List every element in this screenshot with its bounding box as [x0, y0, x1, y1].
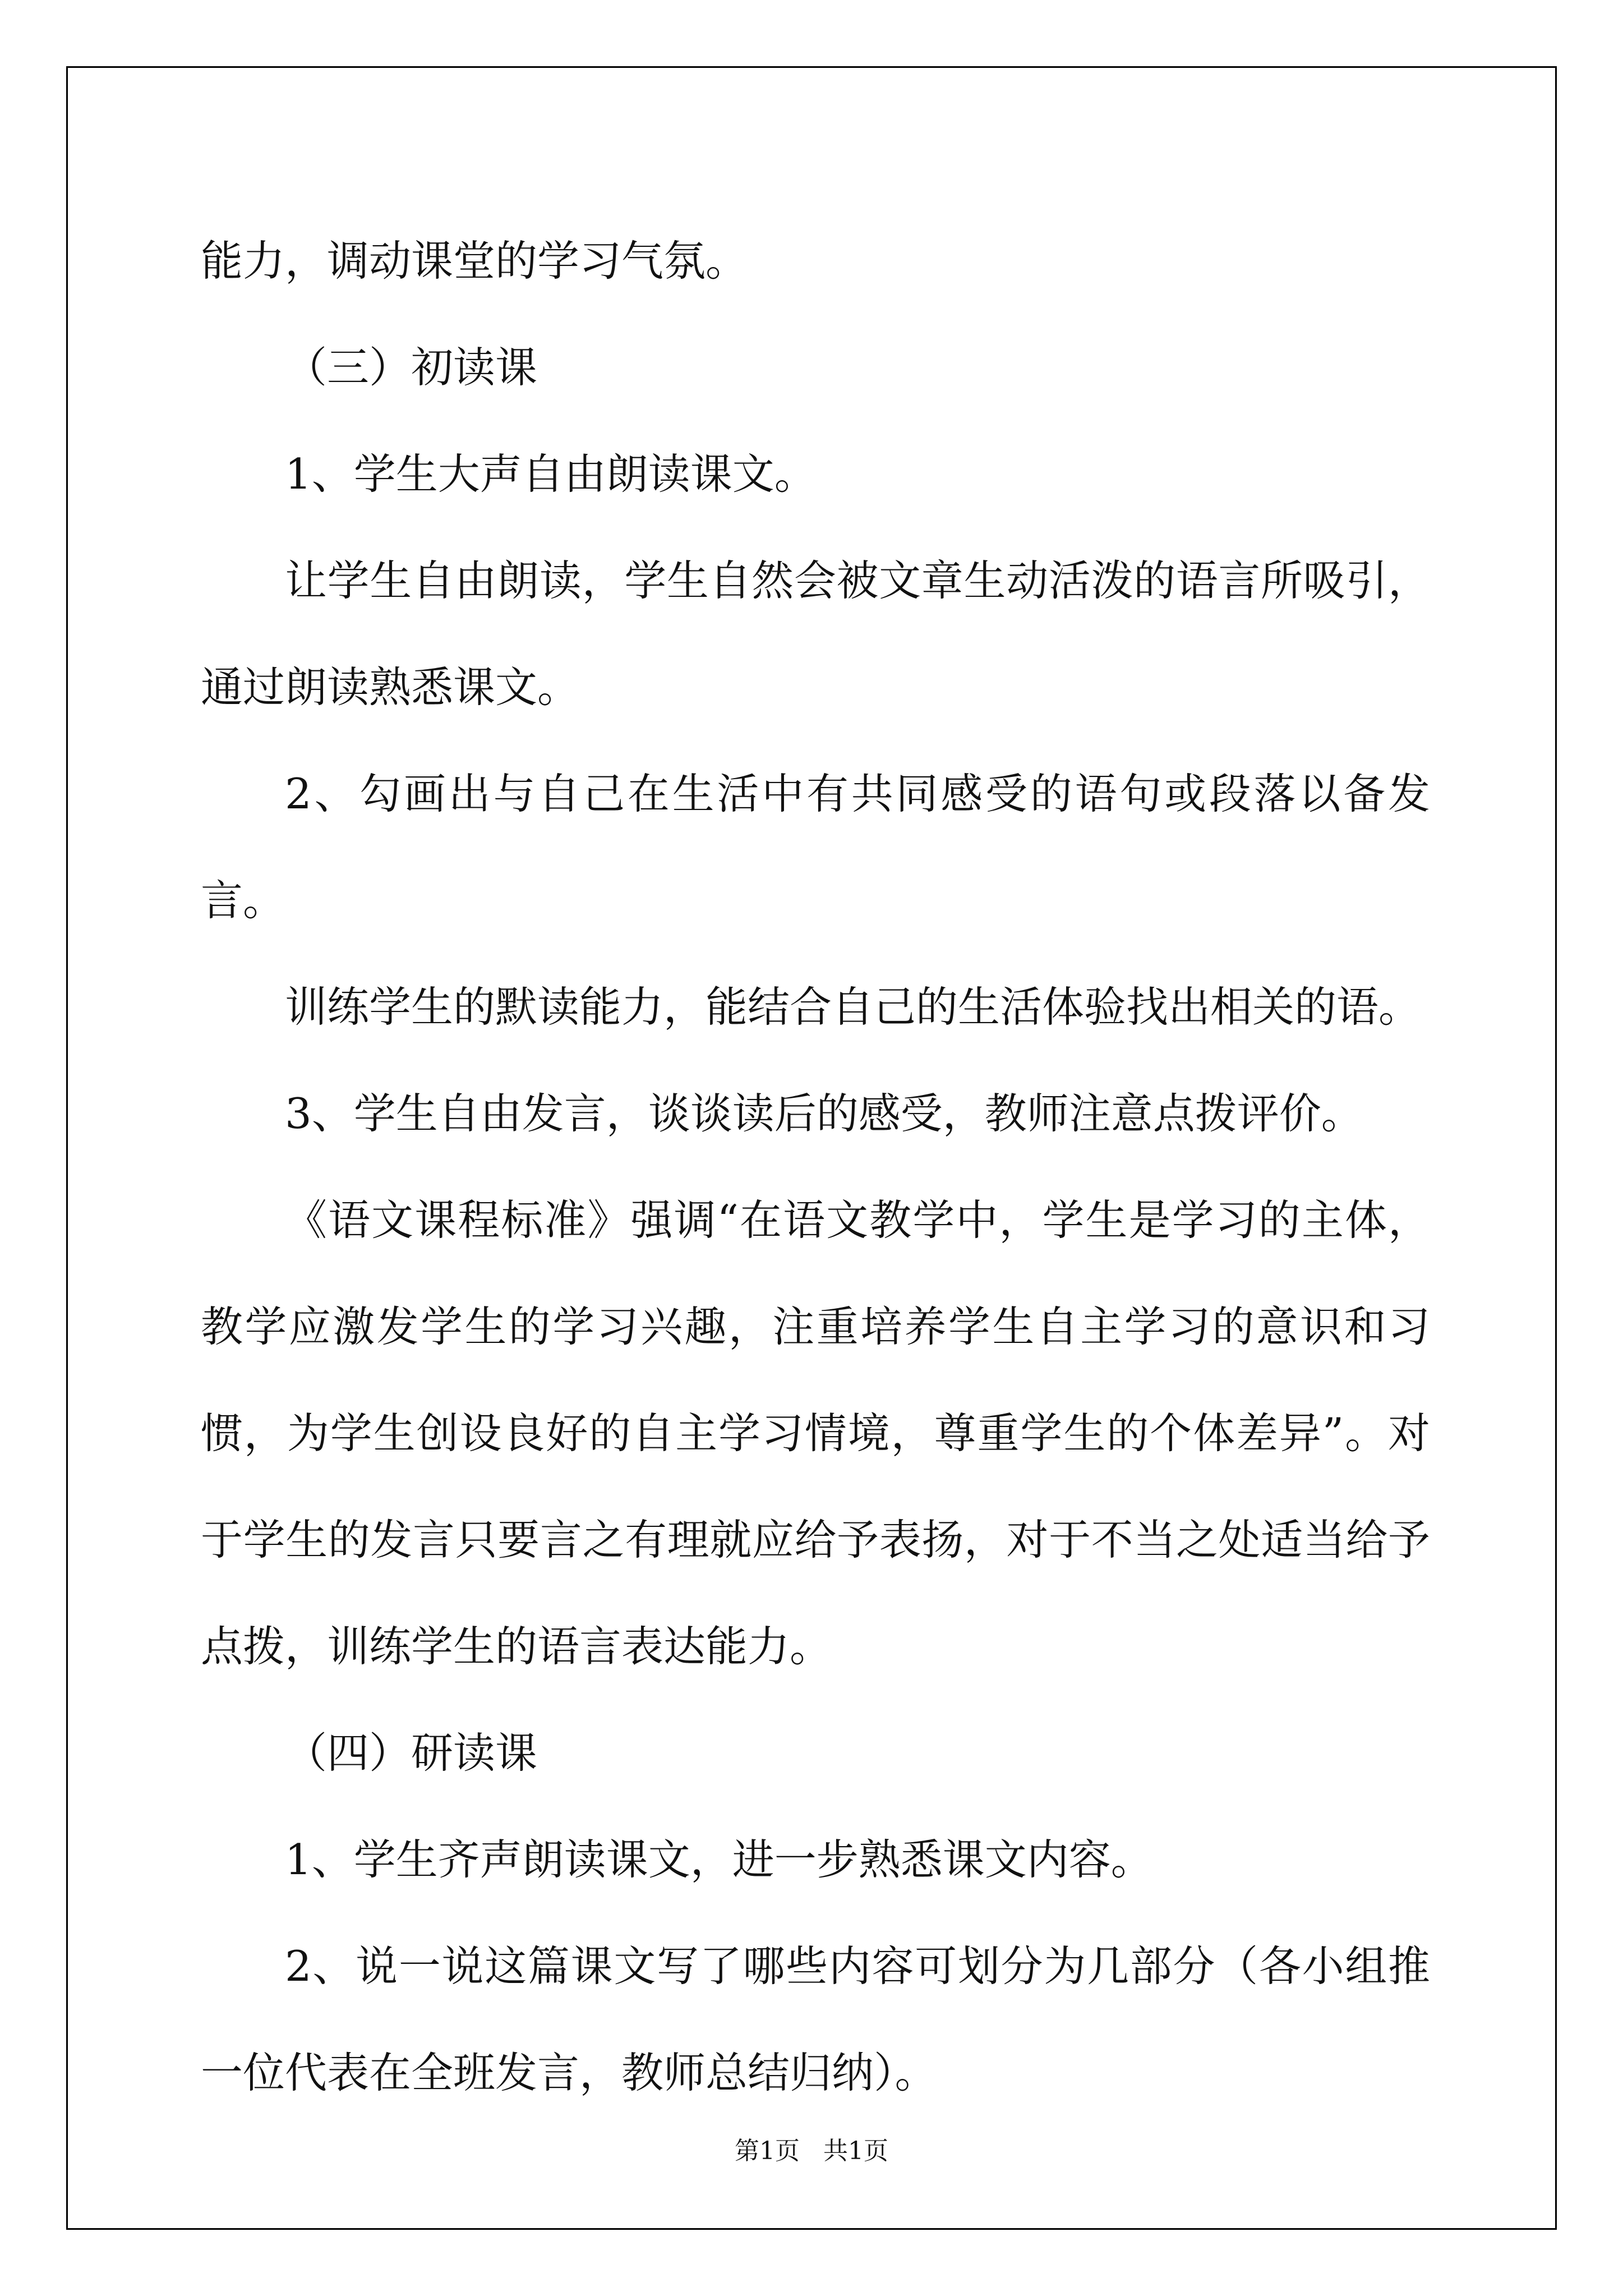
paragraph-3: 让学生自由朗读，学生自然会被文章生动活泼的语言所吸引，通过朗读熟悉课文。	[201, 556, 1430, 712]
paragraph-7: 《语文课程标准》强调“在语文教学中，学生是学习的主体，教学应激发学生的学习兴趣，注重培养学生自主学习的意识和习惯，为学生创设良好的自主学习情境，尊重学生的个体差异”。对于学生的发言只要言之有理就应给予表扬，对于不当之处适当给予点拨，训练学生的语言表达能力。	[201, 1195, 1430, 1671]
document-body	[201, 208, 1430, 2126]
paragraph-1: 能力，调动课堂的学习气氛。	[201, 236, 748, 286]
paragraph-4: 2、勾画出与自己在生活中有共同感受的语句或段落以备发言。	[201, 769, 1430, 925]
section-heading-4: （四）研读课	[285, 1728, 538, 1778]
paragraph-5: 训练学生的默读能力，能结合自己的生活体验找出相关的语。	[285, 982, 1421, 1032]
paragraph-9: 2、说一说这篇课文写了哪些内容可划分为几部分（各小组推一位代表在全班发言，教师总结归纳）。	[201, 1941, 1430, 2097]
page-number-footer: 第1页 共1页	[735, 2137, 888, 2165]
paragraph-6: 3、学生自由发言，谈谈读后的感受，教师注意点拨评价。	[285, 1089, 1363, 1138]
paragraph-8: 1、学生齐声朗读课文，进一步熟悉课文内容。	[285, 1835, 1153, 1884]
paragraph-2: 1、学生大声自由朗读课文。	[285, 449, 817, 499]
section-heading-3: （三）初读课	[285, 343, 538, 392]
